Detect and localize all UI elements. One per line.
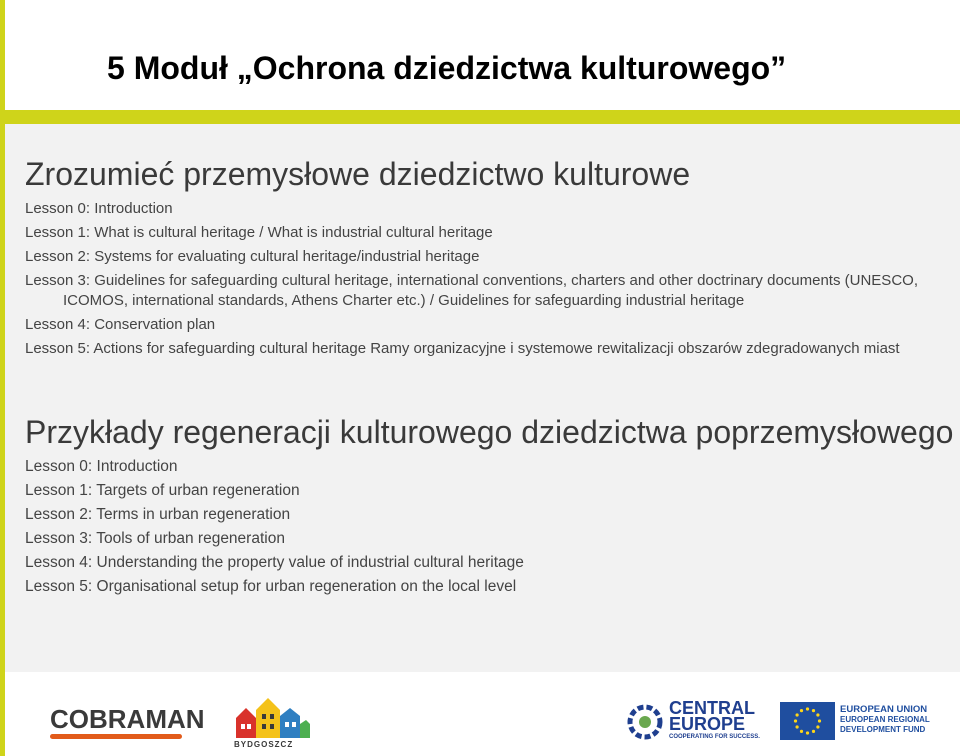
eu-flag-icon bbox=[780, 702, 835, 740]
lesson-item: Lesson 5: Organisational setup for urban regeneration on the local level bbox=[25, 578, 517, 595]
europe-wordmark: EUROPE bbox=[669, 714, 746, 734]
lesson-item: Lesson 0: Introduction bbox=[25, 200, 173, 217]
lesson-item: Lesson 2: Terms in urban regeneration bbox=[25, 506, 291, 523]
section-understanding-heritage bbox=[25, 154, 955, 363]
eu-line-2: EUROPEAN REGIONAL bbox=[840, 715, 930, 724]
lesson-item: Lesson 1: What is cultural heritage / What is industrial cultural heritage bbox=[25, 224, 493, 241]
lesson-item: Lesson 4: Conservation plan bbox=[25, 316, 216, 333]
eu-fund-logo bbox=[780, 702, 940, 744]
cobraman-swoosh bbox=[50, 734, 182, 739]
eu-fund-text bbox=[840, 704, 940, 735]
footer-logos bbox=[5, 672, 960, 756]
lesson-item: Lesson 3: Guidelines for safeguarding cultural heritage, international conventions, charters and other doctrinary documents (UNESCO, ICOMOS, international standards, Athens Charter etc.) / Guidelines for safeguarding industrial heritage bbox=[25, 272, 918, 309]
content-panel bbox=[5, 124, 960, 672]
lesson-item: Lesson 5: Actions for safeguarding cultural heritage Ramy organizacyjne i systemowe rewitalizacji obszarów zdegradowanych miast bbox=[25, 340, 900, 357]
lesson-item: Lesson 1: Targets of urban regeneration bbox=[25, 482, 300, 499]
page-title: 5 Moduł „Ochrona dziedzictwa kulturowego” bbox=[107, 50, 787, 86]
cobraman-wordmark: COBRAMAN bbox=[50, 704, 205, 734]
lesson-item: Lesson 3: Tools of urban regeneration bbox=[25, 530, 285, 547]
section-heading: Przykłady regeneracji kulturowego dziedzictwa poprzemysłowego bbox=[25, 414, 954, 450]
bydgoszcz-label: BYDGOSZCZ bbox=[234, 740, 294, 749]
lesson-item: Lesson 2: Systems for evaluating cultural heritage/industrial heritage bbox=[25, 248, 480, 265]
cobraman-logo bbox=[50, 702, 205, 742]
accent-stripe bbox=[0, 110, 960, 124]
central-europe-ring-icon bbox=[625, 702, 665, 742]
lesson-list bbox=[25, 457, 955, 597]
title-area bbox=[5, 0, 960, 110]
central-wordmark: CENTRAL bbox=[669, 698, 755, 718]
central-tagline: COOPERATING FOR SUCCESS. bbox=[669, 734, 760, 740]
lesson-item: Lesson 0: Introduction bbox=[25, 458, 178, 475]
central-europe-logo bbox=[625, 698, 760, 744]
section-regeneration-examples bbox=[25, 412, 955, 601]
bydgoszcz-logo bbox=[230, 696, 310, 752]
eu-line-1: EUROPEAN UNION bbox=[840, 704, 928, 715]
eu-line-3: DEVELOPMENT FUND bbox=[840, 725, 926, 734]
bydgoszcz-houses-icon bbox=[230, 696, 310, 740]
lesson-list bbox=[25, 199, 955, 359]
section-heading: Zrozumieć przemysłowe dziedzictwo kulturowe bbox=[25, 156, 691, 192]
lesson-item: Lesson 4: Understanding the property value of industrial cultural heritage bbox=[25, 554, 524, 571]
